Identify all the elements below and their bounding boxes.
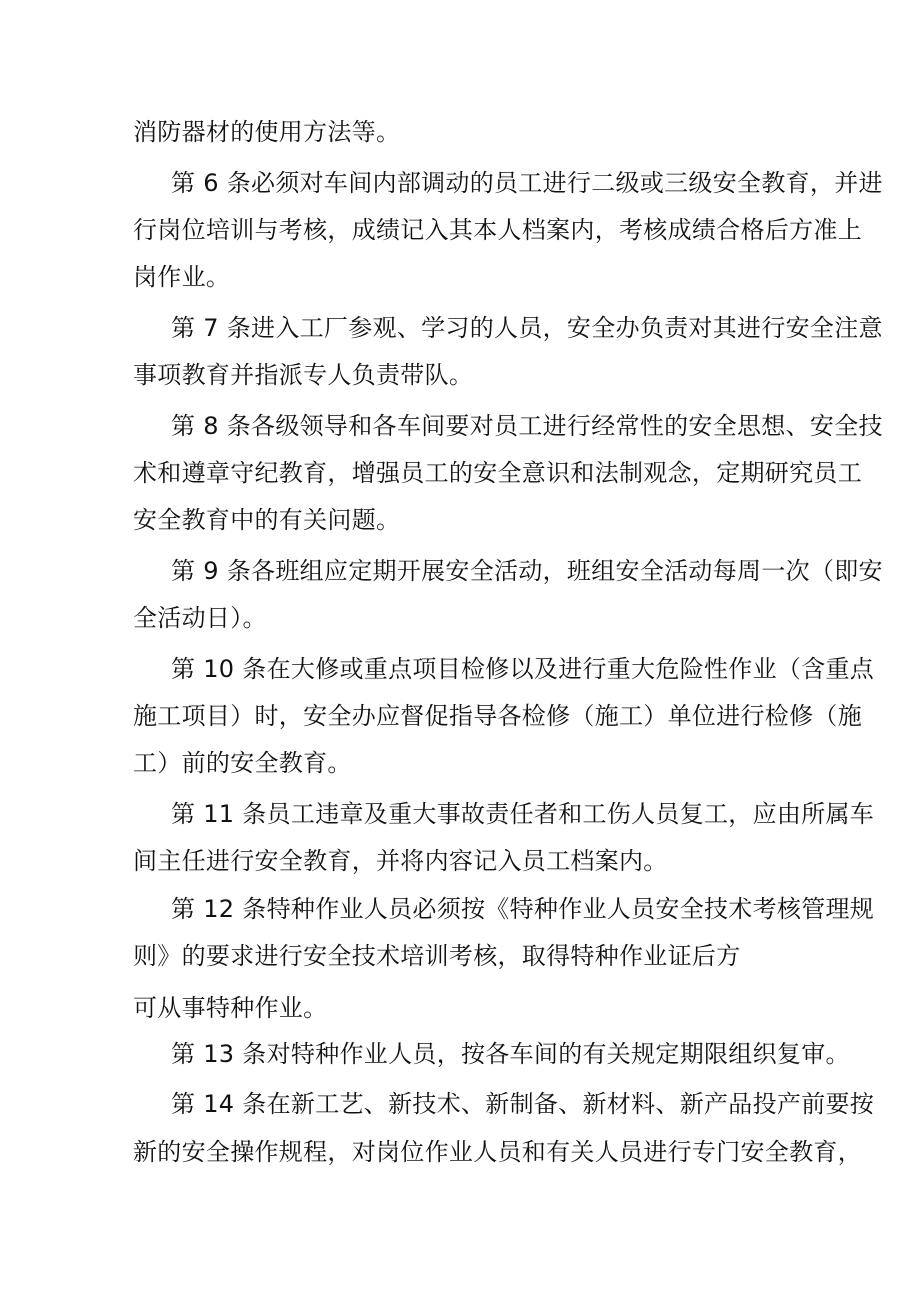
text-line: 新的安全操作规程，对岗位作业人员和有关人员进行专门安全教育，: [133, 1138, 862, 1166]
text-line: 施工项目）时，安全办应督促指导各检修（施工）单位进行检修（施: [133, 702, 862, 730]
text-line: 岗作业。: [133, 263, 231, 291]
text-line: 可从事特种作业。: [133, 994, 328, 1022]
text-line: 全活动日）。: [133, 604, 267, 632]
text-line: 第 14 条在新工艺、新技术、新制备、新材料、新产品投产前要按: [171, 1090, 875, 1118]
text-line: 第 12 条特种作业人员必须按《特种作业人员安全技术考核管理规: [171, 895, 875, 923]
text-line: 术和遵章守纪教育，增强员工的安全意识和法制观念，定期研究员工: [133, 459, 862, 487]
text-line: 行岗位培训与考核，成绩记入其本人档案内，考核成绩合格后方准上: [133, 216, 862, 244]
text-line: 事项教育并指派专人负责带队。: [133, 361, 474, 389]
text-line: 第 9 条各班组应定期开展安全活动，班组安全活动每周一次（即安: [171, 557, 883, 585]
text-line: 消防器材的使用方法等。: [133, 118, 401, 146]
text-line: 第 13 条对特种作业人员，按各车间的有关规定期限组织复审。: [171, 1040, 850, 1068]
text-line: 第 7 条进入工厂参观、学习的人员，安全办负责对其进行安全注意: [171, 314, 883, 342]
text-line: 第 6 条必须对车间内部调动的员工进行二级或三级安全教育，并进: [171, 169, 883, 197]
text-line: 第 11 条员工违章及重大事故责任者和工伤人员复工，应由所属车: [171, 800, 875, 828]
text-line: 则》的要求进行安全技术培训考核，取得特种作业证后方: [133, 942, 741, 970]
text-line: 间主任进行安全教育，并将内容记入员工档案内。: [133, 847, 668, 875]
text-line: 第 8 条各级领导和各车间要对员工进行经常性的安全思想、安全技: [171, 412, 883, 440]
text-line: 工）前的安全教育。: [133, 749, 352, 777]
text-line: 第 10 条在大修或重点项目检修以及进行重大危险性作业（含重点: [171, 655, 875, 683]
text-line: 安全教育中的有关问题。: [133, 506, 401, 534]
